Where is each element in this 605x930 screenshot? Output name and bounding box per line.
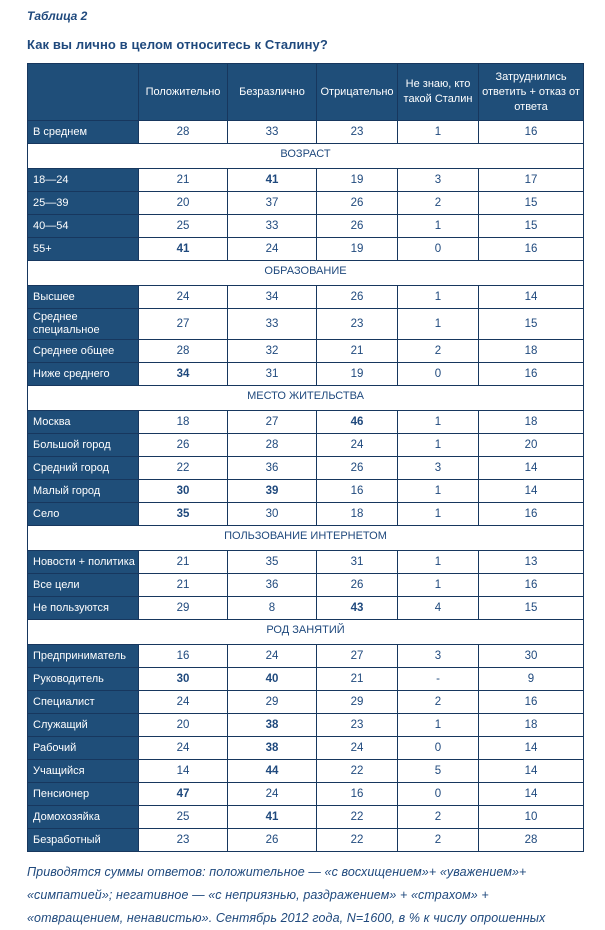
row-label: Не пользуются — [28, 597, 139, 620]
row-label: Рабочий — [28, 737, 139, 760]
value-cell: 9 — [479, 668, 584, 691]
value-cell: 23 — [317, 121, 398, 144]
column-header-positive: Положительно — [139, 64, 228, 121]
value-cell: 10 — [479, 806, 584, 829]
value-cell: 21 — [317, 668, 398, 691]
value-cell: 41 — [228, 169, 317, 192]
value-cell: 21 — [139, 551, 228, 574]
table-row — [28, 714, 584, 737]
row-label: Среднее специальное — [28, 309, 139, 340]
value-cell: 16 — [479, 121, 584, 144]
row-label: Руководитель — [28, 668, 139, 691]
value-cell: 16 — [479, 238, 584, 261]
row-label: Служащий — [28, 714, 139, 737]
value-cell: 18 — [479, 340, 584, 363]
table-number-title: Таблица 2 — [27, 9, 88, 23]
value-cell: 3 — [398, 645, 479, 668]
value-cell: 14 — [479, 737, 584, 760]
table-row — [28, 169, 584, 192]
row-label: Специалист — [28, 691, 139, 714]
value-cell: 17 — [479, 169, 584, 192]
value-cell: 36 — [228, 574, 317, 597]
value-cell: 16 — [479, 503, 584, 526]
table-row — [28, 121, 584, 144]
table-row — [28, 597, 584, 620]
table-row — [28, 457, 584, 480]
value-cell: 21 — [139, 574, 228, 597]
value-cell: 22 — [317, 760, 398, 783]
value-cell: 0 — [398, 363, 479, 386]
value-cell: 3 — [398, 169, 479, 192]
row-label: Новости + политика — [28, 551, 139, 574]
row-label: Пенсионер — [28, 783, 139, 806]
value-cell: 0 — [398, 783, 479, 806]
row-label: 55+ — [28, 238, 139, 261]
value-cell: 27 — [317, 645, 398, 668]
table-row — [28, 480, 584, 503]
value-cell: 44 — [228, 760, 317, 783]
section-row — [28, 386, 584, 411]
value-cell: 2 — [398, 806, 479, 829]
value-cell: 24 — [139, 737, 228, 760]
value-cell: 2 — [398, 829, 479, 852]
table-row — [28, 668, 584, 691]
value-cell: 2 — [398, 691, 479, 714]
section-row — [28, 526, 584, 551]
value-cell: 3 — [398, 457, 479, 480]
value-cell: 30 — [139, 668, 228, 691]
value-cell: 40 — [228, 668, 317, 691]
value-cell: 1 — [398, 434, 479, 457]
value-cell: 24 — [139, 691, 228, 714]
value-cell: 19 — [317, 169, 398, 192]
value-cell: 1 — [398, 714, 479, 737]
table-row — [28, 192, 584, 215]
value-cell: 14 — [139, 760, 228, 783]
value-cell: 38 — [228, 737, 317, 760]
row-label: Большой город — [28, 434, 139, 457]
value-cell: 25 — [139, 806, 228, 829]
column-header-no-answer: Затруднились ответить + отказ от ответа — [479, 64, 584, 121]
value-cell: 24 — [139, 286, 228, 309]
value-cell: 24 — [317, 737, 398, 760]
table-row — [28, 215, 584, 238]
value-cell: 35 — [139, 503, 228, 526]
row-label: Ниже среднего — [28, 363, 139, 386]
value-cell: 2 — [398, 340, 479, 363]
row-label: Среднее общее — [28, 340, 139, 363]
value-cell: 30 — [228, 503, 317, 526]
value-cell: - — [398, 668, 479, 691]
table-row — [28, 574, 584, 597]
value-cell: 28 — [139, 121, 228, 144]
section-header: РОД ЗАНЯТИЙ — [28, 620, 584, 645]
table-row — [28, 503, 584, 526]
table-row — [28, 737, 584, 760]
table-row — [28, 340, 584, 363]
value-cell: 22 — [317, 806, 398, 829]
row-label: Учащийся — [28, 760, 139, 783]
value-cell: 43 — [317, 597, 398, 620]
value-cell: 28 — [228, 434, 317, 457]
header-row — [28, 64, 584, 121]
value-cell: 27 — [228, 411, 317, 434]
table-row — [28, 829, 584, 852]
value-cell: 36 — [228, 457, 317, 480]
value-cell: 14 — [479, 760, 584, 783]
value-cell: 1 — [398, 574, 479, 597]
value-cell: 16 — [479, 691, 584, 714]
value-cell: 26 — [139, 434, 228, 457]
value-cell: 23 — [139, 829, 228, 852]
value-cell: 15 — [479, 309, 584, 340]
value-cell: 14 — [479, 286, 584, 309]
value-cell: 15 — [479, 597, 584, 620]
value-cell: 32 — [228, 340, 317, 363]
table-row — [28, 645, 584, 668]
value-cell: 14 — [479, 457, 584, 480]
value-cell: 21 — [139, 169, 228, 192]
value-cell: 14 — [479, 783, 584, 806]
value-cell: 1 — [398, 286, 479, 309]
value-cell: 37 — [228, 192, 317, 215]
value-cell: 46 — [317, 411, 398, 434]
value-cell: 16 — [139, 645, 228, 668]
row-label: Домохозяйка — [28, 806, 139, 829]
value-cell: 15 — [479, 215, 584, 238]
value-cell: 29 — [139, 597, 228, 620]
value-cell: 35 — [228, 551, 317, 574]
value-cell: 23 — [317, 309, 398, 340]
value-cell: 8 — [228, 597, 317, 620]
value-cell: 24 — [228, 238, 317, 261]
value-cell: 16 — [479, 574, 584, 597]
section-header: ПОЛЬЗОВАНИЕ ИНТЕРНЕТОМ — [28, 526, 584, 551]
value-cell: 20 — [479, 434, 584, 457]
value-cell: 1 — [398, 503, 479, 526]
column-header-dont-know: Не знаю, кто такой Сталин — [398, 64, 479, 121]
value-cell: 26 — [317, 286, 398, 309]
table-row — [28, 806, 584, 829]
value-cell: 19 — [317, 238, 398, 261]
value-cell: 22 — [139, 457, 228, 480]
section-row — [28, 144, 584, 169]
row-label: 40—54 — [28, 215, 139, 238]
value-cell: 21 — [317, 340, 398, 363]
value-cell: 24 — [228, 645, 317, 668]
value-cell: 4 — [398, 597, 479, 620]
value-cell: 1 — [398, 121, 479, 144]
value-cell: 28 — [479, 829, 584, 852]
value-cell: 23 — [317, 714, 398, 737]
value-cell: 31 — [317, 551, 398, 574]
value-cell: 41 — [228, 806, 317, 829]
value-cell: 33 — [228, 309, 317, 340]
footnote: Приводятся суммы ответов: положительное — «с восхищением»+ «уважением»+ «симпатией»; негативное — «с неприязнью, раздражением» + «страхом» + «отвращением, ненавистью». Сентябрь 2012 года, N=1600, в % к числу опрошенных — [27, 865, 546, 925]
table-row — [28, 309, 584, 340]
row-label: Малый город — [28, 480, 139, 503]
value-cell: 38 — [228, 714, 317, 737]
value-cell: 25 — [139, 215, 228, 238]
value-cell: 1 — [398, 551, 479, 574]
row-label: Высшее — [28, 286, 139, 309]
value-cell: 26 — [228, 829, 317, 852]
value-cell: 24 — [228, 783, 317, 806]
section-header: ОБРАЗОВАНИЕ — [28, 261, 584, 286]
value-cell: 26 — [317, 192, 398, 215]
value-cell: 34 — [228, 286, 317, 309]
value-cell: 26 — [317, 457, 398, 480]
table-body — [28, 121, 584, 852]
value-cell: 18 — [139, 411, 228, 434]
value-cell: 33 — [228, 215, 317, 238]
stalin-attitude-table — [27, 63, 584, 852]
value-cell: 30 — [139, 480, 228, 503]
value-cell: 26 — [317, 215, 398, 238]
table-row — [28, 760, 584, 783]
value-cell: 27 — [139, 309, 228, 340]
value-cell: 1 — [398, 411, 479, 434]
column-header-indifferent: Безразлично — [228, 64, 317, 121]
value-cell: 33 — [228, 121, 317, 144]
value-cell: 26 — [317, 574, 398, 597]
value-cell: 31 — [228, 363, 317, 386]
value-cell: 24 — [317, 434, 398, 457]
table-row — [28, 286, 584, 309]
value-cell: 2 — [398, 192, 479, 215]
value-cell: 1 — [398, 309, 479, 340]
value-cell: 18 — [479, 411, 584, 434]
value-cell: 15 — [479, 192, 584, 215]
value-cell: 39 — [228, 480, 317, 503]
row-label: В среднем — [28, 121, 139, 144]
value-cell: 20 — [139, 192, 228, 215]
value-cell: 18 — [317, 503, 398, 526]
value-cell: 47 — [139, 783, 228, 806]
value-cell: 0 — [398, 238, 479, 261]
row-label: Все цели — [28, 574, 139, 597]
value-cell: 1 — [398, 215, 479, 238]
table-row — [28, 691, 584, 714]
value-cell: 16 — [317, 480, 398, 503]
row-label: 18—24 — [28, 169, 139, 192]
row-label: Средний город — [28, 457, 139, 480]
row-label: 25—39 — [28, 192, 139, 215]
table-row — [28, 434, 584, 457]
value-cell: 0 — [398, 737, 479, 760]
value-cell: 5 — [398, 760, 479, 783]
value-cell: 29 — [317, 691, 398, 714]
value-cell: 16 — [479, 363, 584, 386]
table-row — [28, 411, 584, 434]
value-cell: 19 — [317, 363, 398, 386]
value-cell: 30 — [479, 645, 584, 668]
column-header-empty — [28, 64, 139, 121]
value-cell: 20 — [139, 714, 228, 737]
table-row — [28, 238, 584, 261]
row-label: Москва — [28, 411, 139, 434]
value-cell: 18 — [479, 714, 584, 737]
value-cell: 41 — [139, 238, 228, 261]
table-row — [28, 363, 584, 386]
value-cell: 14 — [479, 480, 584, 503]
column-header-negative: Отрицательно — [317, 64, 398, 121]
row-label: Село — [28, 503, 139, 526]
value-cell: 1 — [398, 480, 479, 503]
value-cell: 13 — [479, 551, 584, 574]
row-label: Безработный — [28, 829, 139, 852]
table-row — [28, 551, 584, 574]
table-row — [28, 783, 584, 806]
survey-question: Как вы лично в целом относитесь к Сталину? — [27, 37, 328, 52]
row-label: Предприниматель — [28, 645, 139, 668]
section-row — [28, 261, 584, 286]
value-cell: 22 — [317, 829, 398, 852]
value-cell: 16 — [317, 783, 398, 806]
value-cell: 34 — [139, 363, 228, 386]
value-cell: 29 — [228, 691, 317, 714]
section-row — [28, 620, 584, 645]
value-cell: 28 — [139, 340, 228, 363]
section-header: ВОЗРАСТ — [28, 144, 584, 169]
section-header: МЕСТО ЖИТЕЛЬСТВА — [28, 386, 584, 411]
